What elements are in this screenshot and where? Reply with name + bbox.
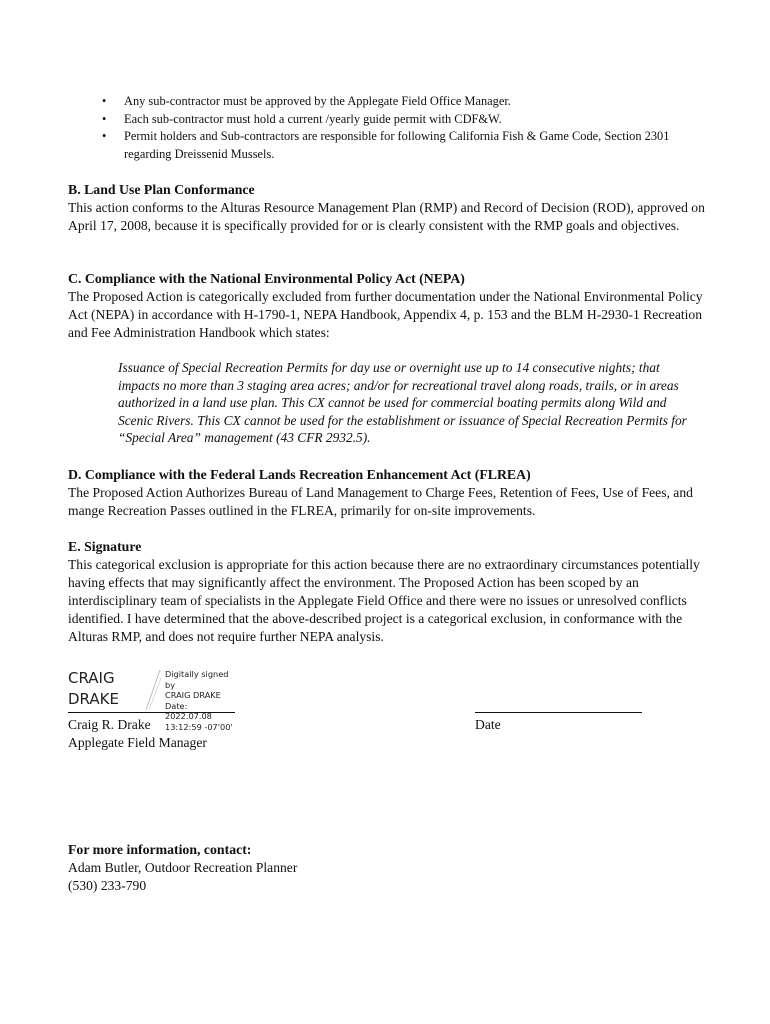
section-body: The Proposed Action Authorizes Bureau of Land Management to Charge Fees, Retention of Fees, Use of Fees, and mange Recreation Passes outlined in the FLREA, primarily for on-site improvements. xyxy=(68,485,693,518)
section-flrea xyxy=(68,466,708,520)
signature-mark-icon xyxy=(144,668,162,712)
section-heading: B. Land Use Plan Conformance xyxy=(68,182,255,197)
section-body: The Proposed Action is categorically excluded from further documentation under the National Environmental Policy Act (NEPA) in accordance with H-1790-1, NEPA Handbook, Appendix 4, p. 153 and the BLM H-2930-1 Recreation and Fee Administration Handbook which states: xyxy=(68,289,703,340)
bullet-icon: • xyxy=(102,129,107,143)
section-heading: C. Compliance with the National Environmental Policy Act (NEPA) xyxy=(68,271,465,286)
list-item: • Any sub-contractor must be approved by the Applegate Field Office Manager. xyxy=(84,93,704,111)
signer-block xyxy=(68,716,207,752)
signature-name: CRAIG DRAKE xyxy=(68,669,119,708)
bullet-icon: • xyxy=(102,94,107,108)
section-body: This action conforms to the Alturas Resource Management Plan (RMP) and Record of Decision (ROD), approved on April 17, 2008, because it is specifically provided for or is clearly consistent with the RMP goals and objectives. xyxy=(68,200,705,233)
signature-details: Digitally signed by CRAIG DRAKE Date: 2022.07.08 13:12:59 -07'00' xyxy=(165,669,233,732)
date-line xyxy=(475,712,642,713)
contact-heading: For more information, contact: xyxy=(68,842,252,857)
list-item: • Each sub-contractor must hold a current /yearly guide permit with CDF&W. xyxy=(84,111,704,129)
contact-name: Adam Butler, Outdoor Recreation Planner xyxy=(68,860,298,875)
date-label: Date xyxy=(475,717,501,732)
requirements-list xyxy=(84,93,704,163)
bullet-icon: • xyxy=(102,111,107,126)
cx-quote: Issuance of Special Recreation Permits for day use or overnight use up to 14 consecutive nights; that impacts no more than 3 staging area acres; and/or for recreational travel along roads, trails, or in areas authorized in a land use plan. This CX cannot be used for commercial boating permits along Wild and Scenic Rivers. This CX cannot be used for the establishment or issuance of Special Recreation Permits for “Special Area” management (43 CFR 2932.5). xyxy=(118,360,687,446)
signer-title: Applegate Field Manager xyxy=(68,735,207,750)
section-signature xyxy=(68,538,708,646)
section-land-use xyxy=(68,181,708,235)
signer-name: Craig R. Drake xyxy=(68,717,151,732)
signature-line xyxy=(68,712,235,713)
section-body: This categorical exclusion is appropriate for this action because there are no extraordinary circumstances potentially having effects that may significantly affect the environment. The Proposed Action has been scoped by an interdisciplinary team of specialists in the Applegate Field Office and there were no issues or unresolved conflicts identified. I have determined that the above-described project is a categorical exclusion, in conformance with the Alturas RMP, and does not require further NEPA analysis. xyxy=(68,557,700,644)
section-nepa xyxy=(68,270,708,342)
contact-phone: (530) 233-790 xyxy=(68,878,147,893)
contact-block xyxy=(68,841,297,895)
list-item: • Permit holders and Sub-contractors are responsible for following California Fish & Game Code, Section 2301 regarding Dreissenid Mussels. xyxy=(102,129,670,161)
section-heading: E. Signature xyxy=(68,539,142,554)
section-heading: D. Compliance with the Federal Lands Recreation Enhancement Act (FLREA) xyxy=(68,467,531,482)
